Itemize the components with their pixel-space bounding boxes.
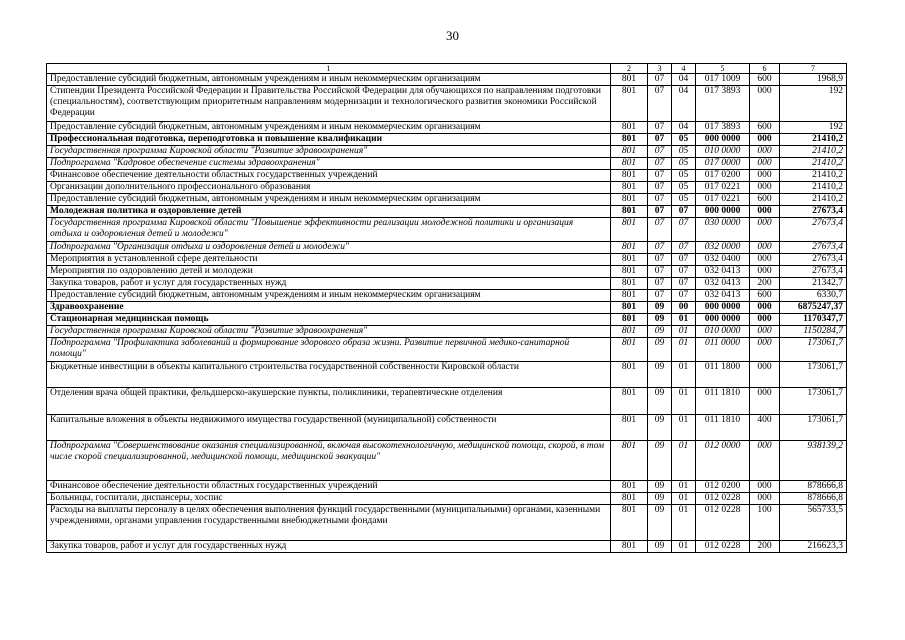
row-expense-type: 000 [750, 86, 780, 122]
row-expense-type: 000 [750, 388, 780, 415]
table-row [47, 86, 847, 122]
budget-table [46, 63, 847, 553]
header-col-5: 5 [696, 64, 750, 74]
row-expense-type: 600 [750, 290, 780, 302]
row-ministry-code: 801 [611, 314, 648, 326]
table-row [47, 266, 847, 278]
row-target-article: 011 1810 [696, 415, 750, 441]
row-section: 07 [648, 146, 672, 158]
row-expense-type: 000 [750, 314, 780, 326]
row-amount: 173061,7 [780, 388, 847, 415]
row-expense-type: 000 [750, 362, 780, 388]
row-target-article: 000 0000 [696, 134, 750, 146]
row-subsection: 01 [672, 388, 696, 415]
row-ministry-code: 801 [611, 122, 648, 134]
row-name: Бюджетные инвестиции в объекты капитального строительства государственной собственности Кировской области [47, 362, 611, 388]
row-name: Финансовое обеспечение деятельности областных государственных учреждений [47, 170, 611, 182]
table-row [47, 194, 847, 206]
row-subsection: 01 [672, 415, 696, 441]
row-target-article: 012 0228 [696, 505, 750, 541]
row-expense-type: 400 [750, 415, 780, 441]
row-amount: 21410,2 [780, 146, 847, 158]
row-subsection: 01 [672, 362, 696, 388]
row-name: Подпрограмма "Совершенствование оказания специализированной, включая высокотехнологичную, медицинской помощи, скорой, в том числе скорой специализированной, медицинской помощи, медицинской эвакуации" [47, 441, 611, 481]
row-expense-type: 000 [750, 266, 780, 278]
header-col-7: 7 [780, 64, 847, 74]
row-target-article: 017 3893 [696, 86, 750, 122]
row-amount: 21410,2 [780, 134, 847, 146]
row-amount: 192 [780, 122, 847, 134]
row-ministry-code: 801 [611, 388, 648, 415]
row-name: Мероприятия по оздоровлению детей и молодежи [47, 266, 611, 278]
row-section: 09 [648, 314, 672, 326]
header-col-3: 3 [648, 64, 672, 74]
table-row [47, 493, 847, 505]
row-target-article: 012 0228 [696, 541, 750, 553]
row-ministry-code: 801 [611, 441, 648, 481]
row-amount: 878666,8 [780, 493, 847, 505]
row-target-article: 010 0000 [696, 326, 750, 338]
row-section: 09 [648, 302, 672, 314]
row-target-article: 011 0000 [696, 338, 750, 362]
row-ministry-code: 801 [611, 278, 648, 290]
row-expense-type: 600 [750, 74, 780, 86]
table-row [47, 242, 847, 254]
row-name: Мероприятия в установленной сфере деятельности [47, 254, 611, 266]
row-section: 09 [648, 415, 672, 441]
row-target-article: 032 0413 [696, 266, 750, 278]
row-name: Государственная программа Кировской области "Повышение эффективности реализации молодежной политики и организация отдыха и оздоровления детей и молодежи" [47, 218, 611, 242]
row-subsection: 01 [672, 338, 696, 362]
table-row [47, 122, 847, 134]
row-amount: 938139,2 [780, 441, 847, 481]
row-target-article: 030 0000 [696, 218, 750, 242]
row-target-article: 017 0221 [696, 194, 750, 206]
row-ministry-code: 801 [611, 493, 648, 505]
row-subsection: 01 [672, 326, 696, 338]
table-row [47, 481, 847, 493]
row-section: 07 [648, 170, 672, 182]
row-amount: 173061,7 [780, 338, 847, 362]
row-amount: 1968,9 [780, 74, 847, 86]
row-target-article: 000 0000 [696, 206, 750, 218]
row-section: 09 [648, 326, 672, 338]
row-target-article: 011 1800 [696, 362, 750, 388]
header-col-6: 6 [750, 64, 780, 74]
table-row [47, 362, 847, 388]
row-name: Предоставление субсидий бюджетным, автономным учреждениям и иным некоммерческим организациям [47, 290, 611, 302]
row-ministry-code: 801 [611, 158, 648, 170]
row-section: 07 [648, 86, 672, 122]
row-expense-type: 200 [750, 541, 780, 553]
row-ministry-code: 801 [611, 481, 648, 493]
row-subsection: 05 [672, 146, 696, 158]
row-ministry-code: 801 [611, 290, 648, 302]
row-target-article: 017 0000 [696, 158, 750, 170]
row-name: Капитальные вложения в объекты недвижимого имущества государственной (муниципальной) собственности [47, 415, 611, 441]
row-expense-type: 000 [750, 326, 780, 338]
row-target-article: 012 0228 [696, 493, 750, 505]
row-section: 09 [648, 541, 672, 553]
table-row [47, 441, 847, 481]
row-name: Подпрограмма "Организация отдыха и оздоровления детей и молодежи" [47, 242, 611, 254]
row-section: 07 [648, 218, 672, 242]
row-expense-type: 000 [750, 493, 780, 505]
row-section: 07 [648, 266, 672, 278]
row-amount: 27673,4 [780, 254, 847, 266]
row-target-article: 032 0413 [696, 278, 750, 290]
row-subsection: 01 [672, 441, 696, 481]
row-target-article: 011 1810 [696, 388, 750, 415]
table-row [47, 541, 847, 553]
row-section: 07 [648, 158, 672, 170]
row-subsection: 07 [672, 290, 696, 302]
row-subsection: 05 [672, 134, 696, 146]
row-name: Государственная программа Кировской области "Развитие здравоохранения" [47, 146, 611, 158]
row-expense-type: 000 [750, 134, 780, 146]
row-amount: 1150284,7 [780, 326, 847, 338]
table-row [47, 388, 847, 415]
row-amount: 173061,7 [780, 362, 847, 388]
row-subsection: 01 [672, 493, 696, 505]
row-expense-type: 000 [750, 182, 780, 194]
row-section: 09 [648, 441, 672, 481]
row-ministry-code: 801 [611, 86, 648, 122]
row-ministry-code: 801 [611, 302, 648, 314]
row-expense-type: 100 [750, 505, 780, 541]
table-row [47, 415, 847, 441]
row-target-article: 010 0000 [696, 146, 750, 158]
row-expense-type: 000 [750, 302, 780, 314]
row-ministry-code: 801 [611, 254, 648, 266]
table-row [47, 314, 847, 326]
row-amount: 21410,2 [780, 194, 847, 206]
row-ministry-code: 801 [611, 170, 648, 182]
row-target-article: 032 0413 [696, 290, 750, 302]
row-section: 07 [648, 242, 672, 254]
row-name: Предоставление субсидий бюджетным, автономным учреждениям и иным некоммерческим организациям [47, 194, 611, 206]
row-ministry-code: 801 [611, 505, 648, 541]
row-subsection: 04 [672, 86, 696, 122]
row-ministry-code: 801 [611, 206, 648, 218]
row-subsection: 04 [672, 122, 696, 134]
row-amount: 27673,4 [780, 218, 847, 242]
row-ministry-code: 801 [611, 218, 648, 242]
row-subsection: 07 [672, 266, 696, 278]
row-name: Предоставление субсидий бюджетным, автономным учреждениям и иным некоммерческим организациям [47, 74, 611, 86]
row-section: 09 [648, 388, 672, 415]
row-section: 09 [648, 481, 672, 493]
row-amount: 565733,5 [780, 505, 847, 541]
row-amount: 6875247,37 [780, 302, 847, 314]
table-row [47, 278, 847, 290]
row-target-article: 017 0221 [696, 182, 750, 194]
row-name: Закупка товаров, работ и услуг для государственных нужд [47, 541, 611, 553]
row-subsection: 01 [672, 481, 696, 493]
row-ministry-code: 801 [611, 146, 648, 158]
row-subsection: 07 [672, 242, 696, 254]
row-name: Стипендии Президента Российской Федерации и Правительства Российской Федерации для обучающихся по направлениям подготовки (специальностям), соответствующим приоритетным направлениям модернизации и технологического развития экономики Российской Федерации [47, 86, 611, 122]
header-col-2: 2 [611, 64, 648, 74]
row-section: 09 [648, 493, 672, 505]
row-amount: 216623,3 [780, 541, 847, 553]
row-section: 07 [648, 206, 672, 218]
row-target-article: 000 0000 [696, 302, 750, 314]
row-ministry-code: 801 [611, 415, 648, 441]
row-section: 07 [648, 122, 672, 134]
row-subsection: 01 [672, 541, 696, 553]
table-row [47, 338, 847, 362]
row-amount: 878666,8 [780, 481, 847, 493]
row-name: Здравоохранение [47, 302, 611, 314]
row-ministry-code: 801 [611, 74, 648, 86]
row-subsection: 07 [672, 254, 696, 266]
row-name: Государственная программа Кировской области "Развитие здравоохранения" [47, 326, 611, 338]
row-section: 07 [648, 74, 672, 86]
row-expense-type: 000 [750, 206, 780, 218]
row-subsection: 07 [672, 206, 696, 218]
row-amount: 1170347,7 [780, 314, 847, 326]
row-subsection: 05 [672, 158, 696, 170]
row-section: 07 [648, 194, 672, 206]
row-expense-type: 000 [750, 170, 780, 182]
header-col-1: 1 [47, 64, 611, 74]
row-subsection: 07 [672, 278, 696, 290]
table-row [47, 290, 847, 302]
row-amount: 21410,2 [780, 170, 847, 182]
row-target-article: 017 0200 [696, 170, 750, 182]
header-col-4: 4 [672, 64, 696, 74]
table-row [47, 302, 847, 314]
row-target-article: 012 0200 [696, 481, 750, 493]
row-amount: 21342,7 [780, 278, 847, 290]
row-subsection: 04 [672, 74, 696, 86]
row-ministry-code: 801 [611, 541, 648, 553]
table-row [47, 218, 847, 242]
row-amount: 27673,4 [780, 206, 847, 218]
row-amount: 21410,2 [780, 158, 847, 170]
row-subsection: 07 [672, 218, 696, 242]
row-ministry-code: 801 [611, 134, 648, 146]
row-ministry-code: 801 [611, 182, 648, 194]
row-name: Расходы на выплаты персоналу в целях обеспечения выполнения функций государственными (муниципальными) органами, казенными учреждениями, органами управления государственными внебюджетными фондами [47, 505, 611, 541]
row-target-article: 012 0000 [696, 441, 750, 481]
row-section: 09 [648, 338, 672, 362]
table-row [47, 146, 847, 158]
row-target-article: 017 1009 [696, 74, 750, 86]
row-expense-type: 600 [750, 194, 780, 206]
row-expense-type: 000 [750, 338, 780, 362]
row-expense-type: 000 [750, 481, 780, 493]
row-ministry-code: 801 [611, 266, 648, 278]
row-amount: 6330,7 [780, 290, 847, 302]
table-row [47, 158, 847, 170]
row-ministry-code: 801 [611, 242, 648, 254]
row-ministry-code: 801 [611, 338, 648, 362]
table-row [47, 505, 847, 541]
row-name: Предоставление субсидий бюджетным, автономным учреждениям и иным некоммерческим организациям [47, 122, 611, 134]
row-name: Подпрограмма "Кадровое обеспечение системы здравоохранения" [47, 158, 611, 170]
row-ministry-code: 801 [611, 362, 648, 388]
row-name: Финансовое обеспечение деятельности областных государственных учреждений [47, 481, 611, 493]
row-expense-type: 600 [750, 122, 780, 134]
row-name: Организации дополнительного профессионального образования [47, 182, 611, 194]
row-ministry-code: 801 [611, 326, 648, 338]
row-name: Молодежная политика и оздоровление детей [47, 206, 611, 218]
row-name: Закупка товаров, работ и услуг для государственных нужд [47, 278, 611, 290]
row-amount: 27673,4 [780, 242, 847, 254]
row-target-article: 000 0000 [696, 314, 750, 326]
row-amount: 27673,4 [780, 266, 847, 278]
table-row [47, 206, 847, 218]
page-number: 30 [446, 28, 459, 43]
row-name: Подпрограмма "Профилактика заболеваний и формирование здорового образа жизни. Развитие первичной медико-санитарной помощи" [47, 338, 611, 362]
row-expense-type: 000 [750, 146, 780, 158]
row-section: 09 [648, 362, 672, 388]
row-subsection: 05 [672, 194, 696, 206]
row-subsection: 01 [672, 505, 696, 541]
row-target-article: 017 3893 [696, 122, 750, 134]
row-section: 07 [648, 290, 672, 302]
row-expense-type: 200 [750, 278, 780, 290]
row-name: Стационарная медицинская помощь [47, 314, 611, 326]
row-section: 07 [648, 134, 672, 146]
table-row [47, 326, 847, 338]
row-section: 09 [648, 505, 672, 541]
row-amount: 192 [780, 86, 847, 122]
row-subsection: 01 [672, 314, 696, 326]
table-row [47, 182, 847, 194]
row-target-article: 032 0400 [696, 254, 750, 266]
row-section: 07 [648, 182, 672, 194]
row-subsection: 05 [672, 182, 696, 194]
table-header-row [47, 64, 847, 74]
row-expense-type: 000 [750, 254, 780, 266]
row-expense-type: 000 [750, 158, 780, 170]
row-target-article: 032 0000 [696, 242, 750, 254]
row-subsection: 05 [672, 170, 696, 182]
row-expense-type: 000 [750, 218, 780, 242]
row-ministry-code: 801 [611, 194, 648, 206]
row-expense-type: 000 [750, 242, 780, 254]
table-row [47, 134, 847, 146]
row-amount: 173061,7 [780, 415, 847, 441]
row-section: 07 [648, 254, 672, 266]
row-name: Больницы, госпитали, диспансеры, хоспис [47, 493, 611, 505]
table-row [47, 74, 847, 86]
row-amount: 21410,2 [780, 182, 847, 194]
table-row [47, 170, 847, 182]
row-name: Отделения врача общей практики, фельдшерско-акушерские пункты, поликлиники, терапевтические отделения [47, 388, 611, 415]
row-section: 07 [648, 278, 672, 290]
row-name: Профессиональная подготовка, переподготовка и повышение квалификации [47, 134, 611, 146]
row-expense-type: 000 [750, 441, 780, 481]
table-row [47, 254, 847, 266]
row-subsection: 00 [672, 302, 696, 314]
